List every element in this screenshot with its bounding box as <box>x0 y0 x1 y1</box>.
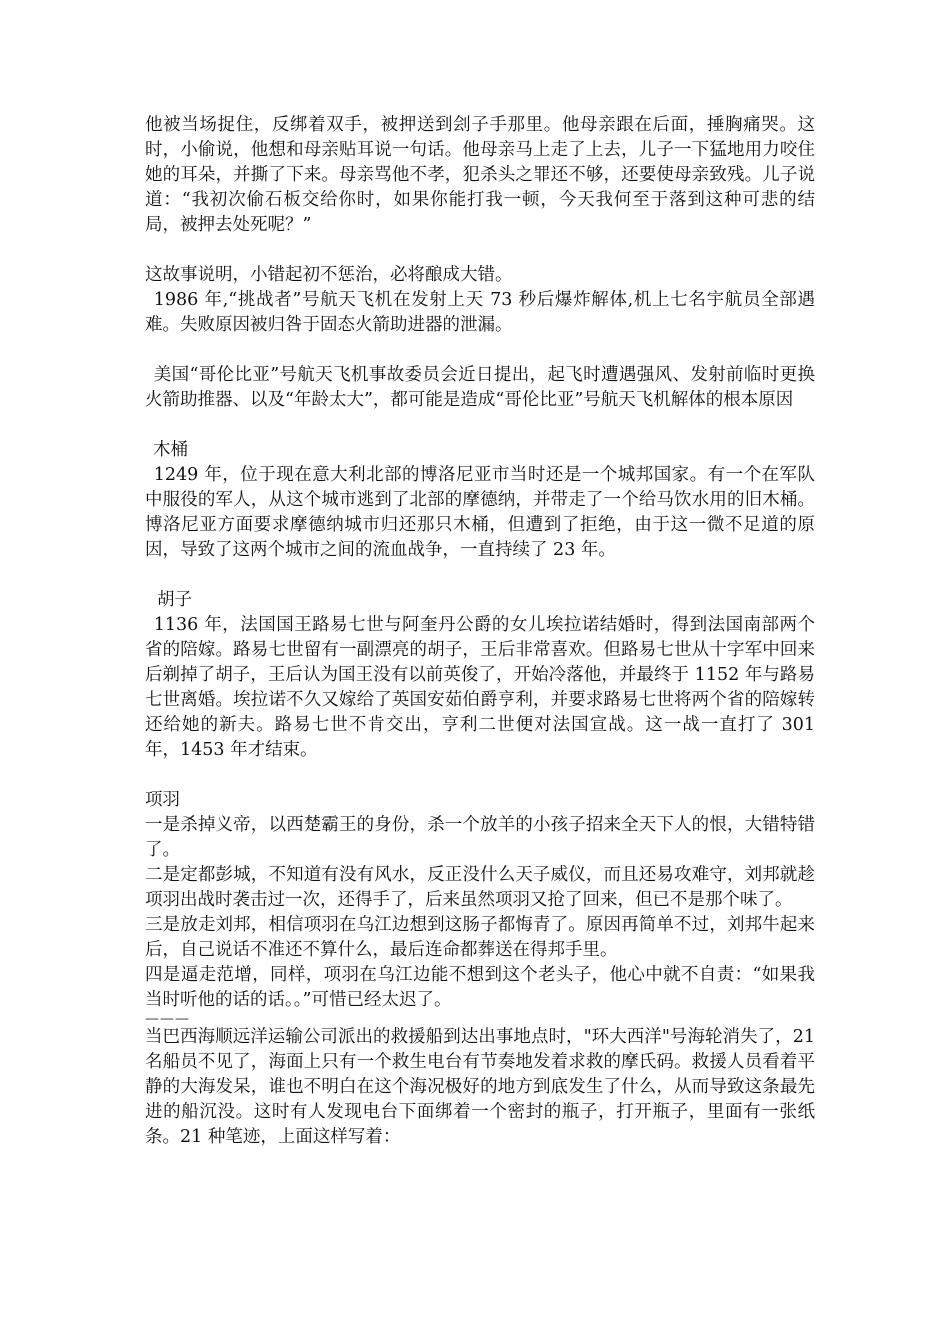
paragraph-mistake-four: 四是逼走范增，同样，项羽在乌江边能不想到这个老头子，他心中就不自责：“如果我当时听他的话的话。。”可惜已经太迟了。 <box>145 965 815 1010</box>
heading-beard: 胡子 <box>157 590 192 610</box>
paragraph-ship-rescue: 当巴西海顺远洋运输公司派出的救援船到达出事地点时，"环大西洋"号海轮消失了，21 名船员不见了，海面上只有一个救生电台有节奏地发着求救的摩氏码。救援人员看着平静的大海发呆，谁也不明白在这个海况极好的地方到底发生了什么，从而导致这条最先进的船沉没。这时有人发现电台下面绑着一个密封的瓶子，打开瓶子，里面有一张纸条。21 种笔迹，上面这样写着： <box>145 1027 815 1147</box>
paragraph-moral: 这故事说明，小错起初不惩治，必将酿成大错。 <box>145 265 513 285</box>
paragraph-thief-story: 他被当场捉住，反绑着双手，被押送到刽子手那里。他母亲跟在后面，捶胸痛哭。这时，小偷说，他想和母亲贴耳说一句话。他母亲马上走了上去，儿子一下猛地用力咬住她的耳朵，并撕了下来。母亲骂他不孝，犯杀头之罪还不够，还要使母亲致残。儿子说道：“我初次偷石板交给你时，如果你能打我一顿，今天我何至于落到这种可悲的结局，被押去处死呢？” <box>145 115 815 235</box>
heading-xiang-yu: 项羽 <box>145 790 180 810</box>
spacer <box>145 563 815 588</box>
document-page <box>145 113 815 1150</box>
paragraph-bucket-war: 1249 年，位于现在意大利北部的博洛尼亚市当时还是一个城邦国家。有一个在军队中服役的军人，从这个城市逃到了北部的摩德纳，并带走了一个给马饮水用的旧木桶。博洛尼亚方面要求摩德纳城市归还那只木桶，但遭到了拒绝，由于这一微不足道的原因，导致了这两个城市之间的流血战争，一直持续了 23 年。 <box>145 465 815 560</box>
paragraph-columbia: 美国“哥伦比亚”号航天飞机事故委员会近日提出，起飞时遭遇强风、发射前临时更换火箭助推器、以及“年龄太大”，都可能是造成“哥伦比亚”号航天飞机解体的根本原因 <box>145 365 815 410</box>
spacer <box>145 338 815 363</box>
paragraph-challenger: 1986 年,“挑战者”号航天飞机在发射上天 73 秒后爆炸解体,机上七名宇航员全部遇难。失败原因被归咎于固态火箭助进器的泄漏。 <box>145 290 815 335</box>
paragraph-mistake-two: 二是定都彭城，不知道有没有风水，反正没什么天子威仪，而且还易攻难守，刘邦就趁项羽出战时袭击过一次，还得手了，后来虽然项羽又抢了回来，但已不是那个味了。 <box>145 865 815 910</box>
section-divider: ——— <box>145 1011 190 1027</box>
spacer <box>145 238 815 263</box>
paragraph-mistake-three: 三是放走刘邦，相信项羽在乌江边想到这肠子都悔青了。原因再简单不过，刘邦牛起来后，自己说话不准还不算什么，最后连命都葬送在得邦手里。 <box>145 915 815 960</box>
spacer <box>145 413 815 438</box>
paragraph-beard-war: 1136 年，法国国王路易七世与阿奎丹公爵的女儿埃拉诺结婚时，得到法国南部两个省的陪嫁。路易七世留有一副漂亮的胡子，王后非常喜欢。但路易七世从十字军中回来后剃掉了胡子，王后认为国王没有以前英俊了，开始冷落他，并最终于 1152 年与路易七世离婚。埃拉诺不久又嫁给了英国安茹伯爵亨利，并要求路易七世将两个省的陪嫁转还给她的新夫。路易七世不肯交出，亨利二世便对法国宣战。这一战一直打了 301 年，1453 年才结束。 <box>145 615 815 760</box>
spacer <box>145 763 815 788</box>
paragraph-mistake-one: 一是杀掉义帝，以西楚霸王的身份，杀一个放羊的小孩子招来全天下人的恨，大错特错了。 <box>145 815 815 860</box>
heading-bucket: 木桶 <box>153 440 188 460</box>
